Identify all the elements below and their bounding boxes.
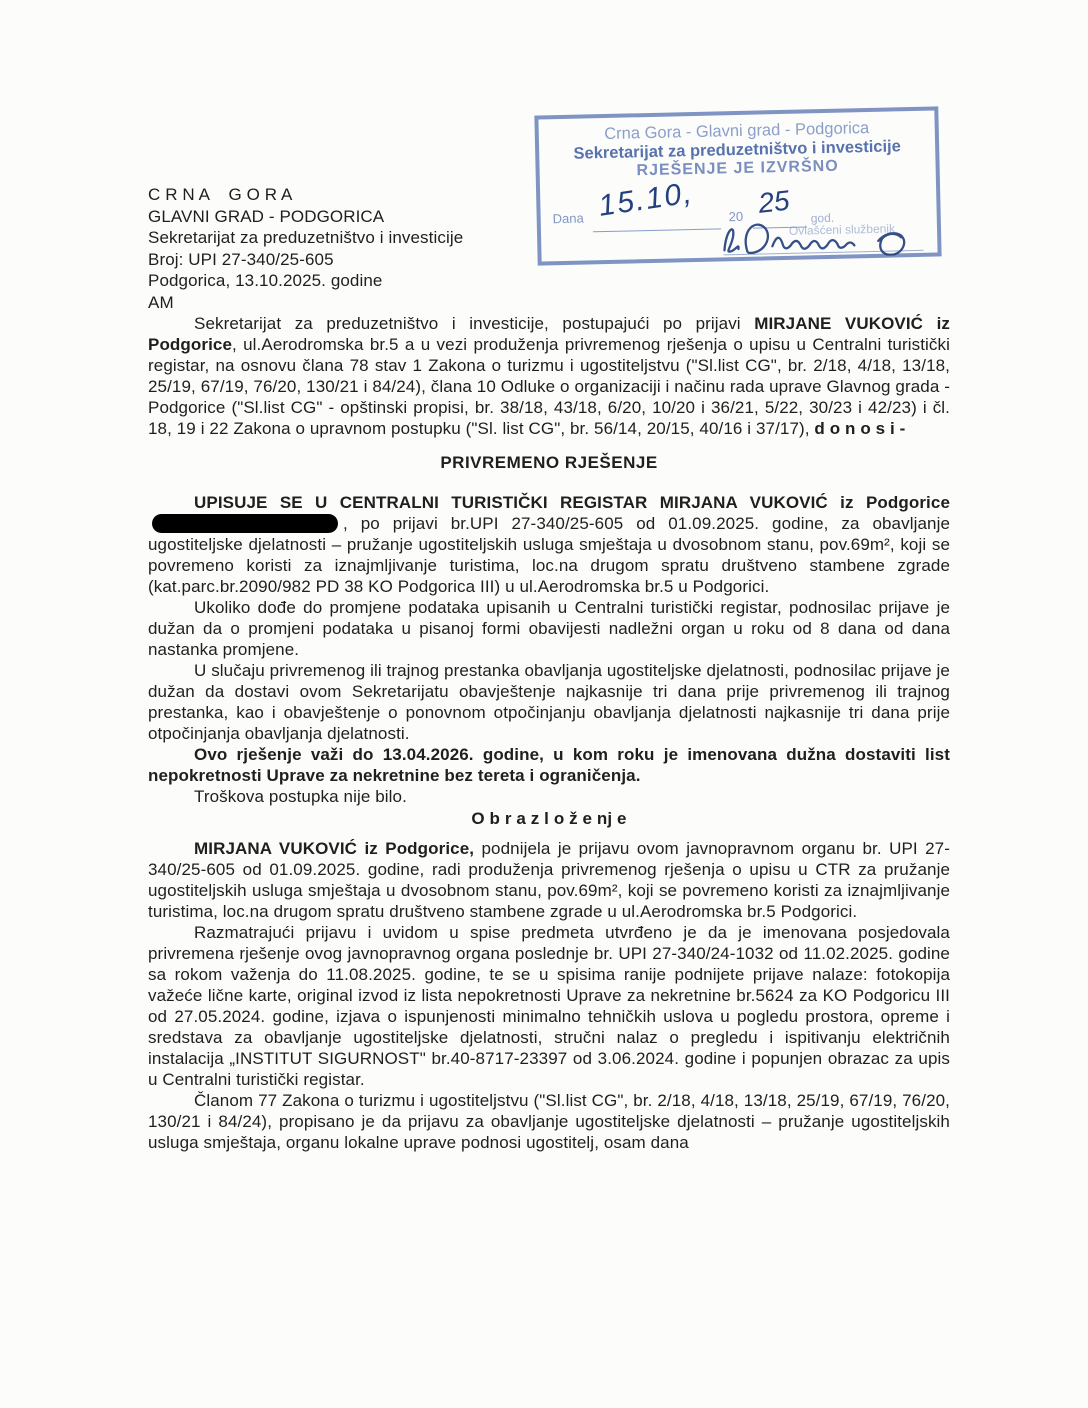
letterhead xyxy=(148,184,950,313)
text-run: , po prijavi br.UPI 27-340/25-605 od 01.09.2025. godine, za obavljanje ugostiteljske djelatnosti – pružanje ugostiteljskih usluga smještaja u dvosobnom stanu, pov.69m², koji se povremeno koristi za iznajmljivanje turistima, loc.na drugom spratu društveno stambene zgrade (kat.parc.br.2090/982 PD 38 KO Podgorica III) u ul.Aerodromska br.5 u Podgorici. xyxy=(148,514,950,596)
stamp-executed-line: RJEŠENJE JE IZVRŠNO xyxy=(636,157,839,180)
intro-paragraph xyxy=(148,313,950,439)
application-paragraph xyxy=(148,838,950,922)
validity-paragraph xyxy=(148,744,950,786)
validity-clause: Ovo rješenje važi do 13.04.2026. godine, u kom roku je imenovana dužna dostaviti list nepokretnosti Uprave za nekretnine bez tereta i ograničenja. xyxy=(148,745,950,785)
decision-title: PRIVREMENO RJEŠENJE xyxy=(440,453,658,472)
text-run: podnijela je prijavu ovom javnopravnom organu br. UPI 27-340/25-605 od 01.09.2025. godine, radi produženja privremenog rješenja o upisu u CTR za pružanje ugostiteljskih usluga smještaja u dvosobnom stanu, pov.69m², koji se povremeno koristi za iznajmljivanje turistima, loc.na drugom spratu društveno stambene zgrade u ul.Aerodromska br.5 Podgorici. xyxy=(148,839,950,921)
review-paragraph: Razmatrajući prijavu i uvidom u spise predmeta utvrđeno je da je imenovana posjedovala privremena rješenje ovog javnopravnog organa poslednje br. UPI 27-340/24-1032 od 11.02.2025. godine sa rokom važenja do 11.08.2025. godine, te se u spisima ranije podnijete prijave nalaze: fotokopija važeće lične karte, original izvod iz lista nepokretnosti Uprave za nekretnine br.5624 za KO Podgoricu III od 27.05.2024. godine, izjava o ispunjenosti minimalno tehničkih uslova u pogledu prostora, opreme i sredstava za obavljanje ugostiteljske djelatnosti, stručni nalaz o pregledu i ispitivanju električnih instalacija „INSTITUT SIGURNOST" br.40-8717-23397 od 3.06.2024. godine i popunjen obrazac za upis u Centralni turistički registar. xyxy=(148,923,950,1089)
place-date: Podgorica, 13.10.2025. godine xyxy=(148,271,383,290)
costs-paragraph: Troškova postupka nije bilo. xyxy=(194,787,407,806)
article77-paragraph: Članom 77 Zakona o turizmu i ugostiteljstvu ("Sl.list CG", br. 2/18, 4/18, 13/18, 25/19, 67/19, 76/20, 130/21 i 84/24), propisano je da prijavu za obavljanje ugostiteljske djelatnosti – pružanje ugostiteljskih usluga smještaja, organu lokalne uprave podnosi ugostitelj, osam dana xyxy=(148,1091,950,1152)
stamp-year-suffix: god. xyxy=(810,210,835,226)
country-name: C R N A G O R A xyxy=(148,185,293,204)
stamp-year-prefix: 20 xyxy=(728,208,744,225)
change-notice-paragraph: Ukoliko dođe do promjene podataka upisanih u Centralni turistički registar, podnosilac prijave je dužan da o promjeni podataka u pisanoj formi obavijesti nadležni organ u roku od 8 dana od dana nastanka promjene. xyxy=(148,598,950,659)
registration-clause: UPISUJE SE U CENTRALNI TURISTIČKI REGISTAR MIRJANA VUKOVIĆ iz Podgorice xyxy=(194,493,950,512)
text-run: , ul.Aerodromska br.5 a u vezi produženja privremenog rješenja o upisu u Centralni turistički registar, na osnovu člana 78 stav 1 Zakona o turizmu i ugostiteljstvu ("Sl.list CG", br. 2/18, 4/18, 13/18, 25/19, 67/19, 76/20, 130/21 i 84/24), člana 10 Odluke o organizaciji i načinu rada uprave Glavnog grada - Podgorice ("Sl.list CG" - opštinski propisi, br. 38/18, 43/18, 6/20, 10/20 i 36/21, 5/22, 30/23 i 42/23) i čl. 18, 19 i 22 Zakona o upravnom postupku ("Sl. list CG", br. 56/14, 20/15, 40/16 i 37/17), xyxy=(148,335,950,438)
stamp-secretariat-line: Sekretarijat za preduzetništvo i investicije xyxy=(573,137,902,163)
explanation-title: O b r a z l o ž e nj e xyxy=(471,809,627,828)
stamp-date-label: Dana xyxy=(552,210,584,227)
cessation-paragraph: U slučaju privremenog ili trajnog prestanka obavljanja ugostiteljske djelatnosti, podnosilac prijave je dužan da dostavi ovom Sekretarijatu obavještenje najkasnije tri dana prije privremenog ili trajnog prestanka, kao i obavještenje o ponovnom otpočinjanju obavljanja djelatnosti najkasnije tri dana prije otpočinjanja obavljanja djelatnosti. xyxy=(148,661,950,743)
secretariat-name: Sekretarijat za preduzetništvo i investicije xyxy=(148,228,464,247)
text-run: Sekretarijat za preduzetništvo i investicije, postupajući po prijavi xyxy=(194,314,755,333)
redaction-bar xyxy=(152,514,338,533)
document-content xyxy=(148,184,950,1153)
stamp-officer-label: Ovlašćeni službenik xyxy=(788,221,896,238)
case-number: Broj: UPI 27-340/25-605 xyxy=(148,249,334,269)
donosi-run: d o n o s i - xyxy=(814,419,906,438)
stamp-handwritten-year: 25 xyxy=(756,184,792,219)
stamp-handwritten-date: 15.10, xyxy=(596,176,696,223)
applicant-name-2: MIRJANA VUKOVIĆ iz Podgorice, xyxy=(194,839,475,858)
initials: AM xyxy=(148,292,174,312)
city-name: GLAVNI GRAD - PODGORICA xyxy=(148,206,385,226)
stamp-authority-line: Crna Gora - Glavni grad - Podgorica xyxy=(604,119,870,144)
registration-paragraph xyxy=(148,492,950,597)
applicant-name: MIRJANE VUKOVIĆ iz Podgorice xyxy=(148,314,950,354)
